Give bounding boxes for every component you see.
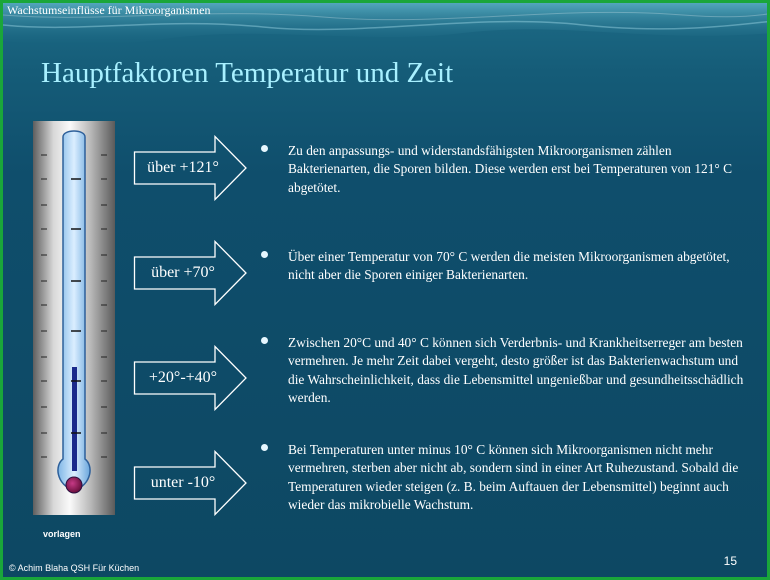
footer-copyright: © Achim Blaha QSH Für Küchen [9, 563, 140, 573]
bullet-item [261, 334, 751, 408]
bullet-text: Über einer Temperatur von 70° C werden die meisten Mikroorganismen abgetötet, nicht aber die Sporen einiger Bakterienarten. [288, 249, 730, 283]
bullet-item [261, 142, 751, 197]
arrow-under-minus-10 [133, 450, 248, 516]
bullet-dot-icon [261, 251, 268, 258]
bullet-dot-icon [261, 337, 268, 344]
bullet-dot-icon [261, 444, 268, 451]
header-text: Wachstumseinflüsse für Mikroorganismen [7, 3, 211, 17]
bullet-dot-icon [261, 145, 268, 152]
thermometer-icon [33, 121, 115, 515]
page-number: 15 [723, 554, 737, 568]
arrow-20-to-40 [133, 345, 248, 411]
slide-title: Hauptfaktoren Temperatur und Zeit [41, 57, 454, 89]
bullet-text: Zu den anpassungs- und widerstandsfähigsten Mikroorganismen zählen Bakterienarten, die Sporen bilden. Diese werden erst bei Temperaturen von 121° C abgetötet. [288, 143, 733, 195]
arrow-label: über +121° [147, 159, 219, 176]
bullet-item [261, 441, 751, 515]
bullet-text: Zwischen 20°C und 40° C können sich Verderbnis- und Krankheitserreger am besten vermehren. Je mehr Zeit dabei vergeht, desto größer ist das Bakterienwachstum und die Wahrscheinlichkeit, dass die Lebensmittel ungenießbar und gesundheitsschädlich werden. [288, 335, 744, 406]
bullet-item [261, 248, 751, 285]
bullet-text: Bei Temperaturen unter minus 10° C können sich Mikroorganismen nicht mehr vermehren, sterben aber nicht ab, sondern sind in einer Art Ruhezustand. Sobald die Temperaturen wieder steigen (z. B. beim Auftauen der Lebensmittel) beginnt auch wieder das mikrobielle Wachstum. [288, 442, 739, 513]
arrow-label: unter -10° [150, 474, 216, 491]
arrow-label: über +70° [151, 264, 215, 281]
arrow-label: +20°-+40° [148, 369, 218, 386]
arrow-over-121 [133, 135, 248, 201]
thermometer-caption: vorlagen [43, 529, 81, 539]
arrow-over-70 [133, 240, 248, 306]
